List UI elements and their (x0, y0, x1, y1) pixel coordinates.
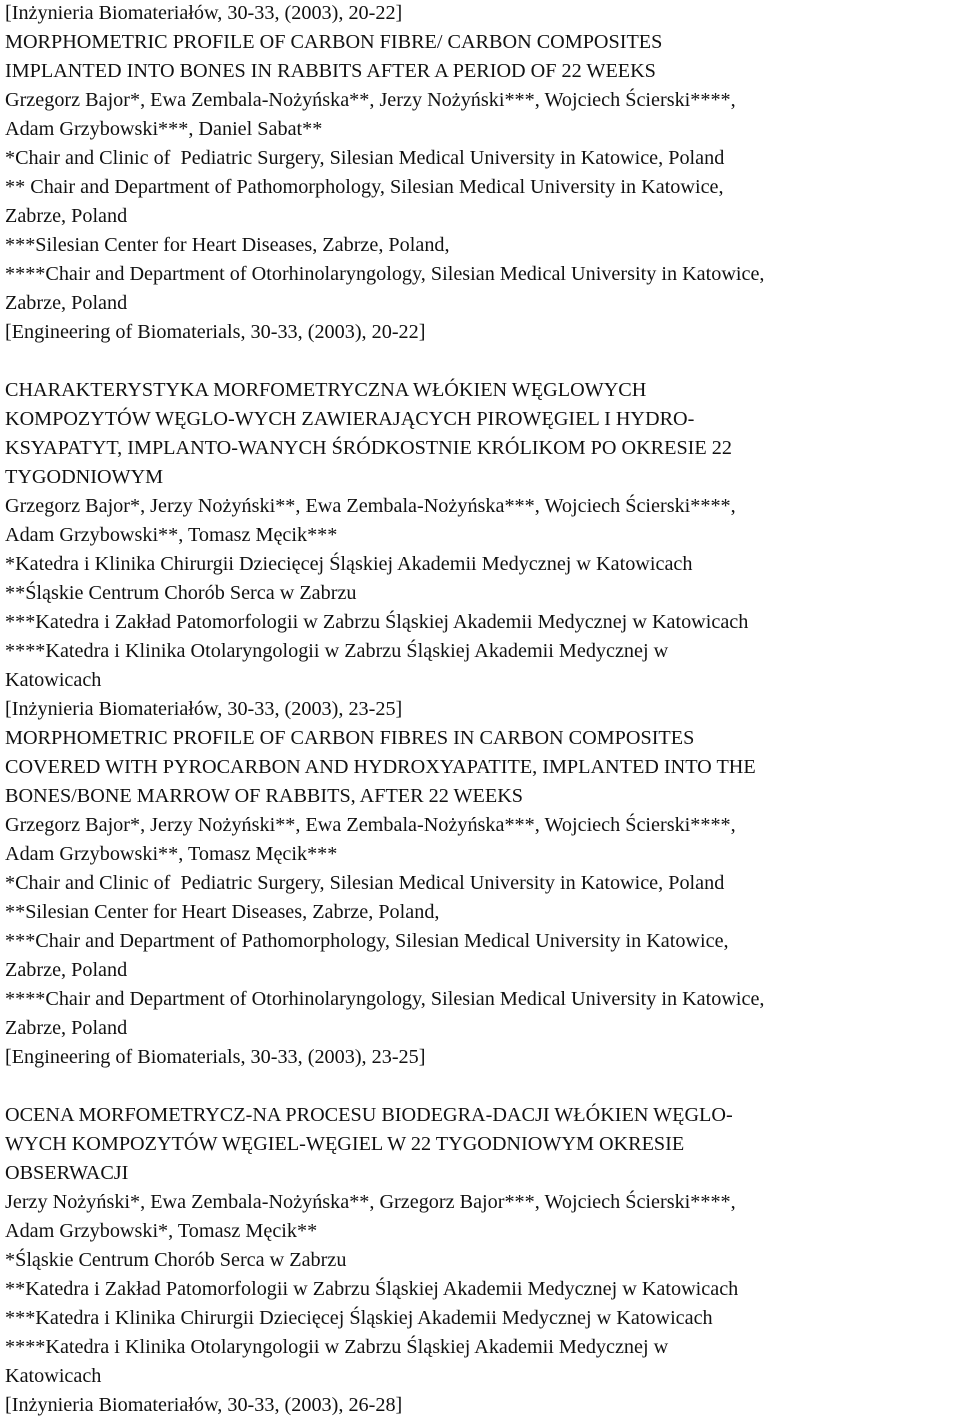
text-line: Zabrze, Poland (5, 292, 128, 314)
text-line: KOMPOZYTÓW WĘGLO-WYCH ZAWIERAJĄCYCH PIROWĘGIEL I HYDRO- (5, 408, 695, 430)
text-line: Katowicach (5, 1365, 102, 1387)
text-line: ***Silesian Center for Heart Diseases, Zabrze, Poland, (5, 234, 450, 256)
text-line: Adam Grzybowski**, Tomasz Męcik*** (5, 524, 338, 546)
text-line: WYCH KOMPOZYTÓW WĘGIEL-WĘGIEL W 22 TYGODNIOWYM OKRESIE (5, 1133, 685, 1155)
text-line: ****Chair and Department of Otorhinolaryngology, Silesian Medical University in Katowice, (5, 988, 765, 1010)
text-line: ***Katedra i Klinika Chirurgii Dziecięcej Śląskiej Akademii Medycznej w Katowicach (5, 1307, 713, 1329)
text-line: COVERED WITH PYROCARBON AND HYDROXYAPATITE, IMPLANTED INTO THE (5, 756, 756, 778)
text-line: ***Katedra i Zakład Patomorfologii w Zabrzu Śląskiej Akademii Medycznej w Katowicach (5, 611, 749, 633)
text-line: CHARAKTERYSTYKA MORFOMETRYCZNA WŁÓKIEN WĘGLOWYCH (5, 379, 647, 401)
text-line: *Chair and Clinic of Pediatric Surgery, Silesian Medical University in Katowice, Poland (5, 147, 725, 169)
text-line: MORPHOMETRIC PROFILE OF CARBON FIBRE/ CARBON COMPOSITES (5, 31, 663, 53)
text-line: *Śląskie Centrum Chorób Serca w Zabrzu (5, 1249, 347, 1271)
text-line: ****Chair and Department of Otorhinolaryngology, Silesian Medical University in Katowice, (5, 263, 765, 285)
blank-line (5, 1072, 960, 1101)
text-line: ***Chair and Department of Pathomorphology, Silesian Medical University in Katowice, (5, 930, 729, 952)
text-line: Zabrze, Poland (5, 959, 128, 981)
text-line: [Inżynieria Biomateriałów, 30-33, (2003), 20-22] (5, 2, 403, 24)
text-line: [Engineering of Biomaterials, 30-33, (2003), 20-22] (5, 321, 426, 343)
text-line: Zabrze, Poland (5, 205, 128, 227)
text-line: [Inżynieria Biomateriałów, 30-33, (2003), 23-25] (5, 698, 403, 720)
text-line: Zabrze, Poland (5, 1017, 128, 1039)
text-line: **Silesian Center for Heart Diseases, Zabrze, Poland, (5, 901, 440, 923)
text-line: ****Katedra i Klinika Otolaryngologii w Zabrzu Śląskiej Akademii Medycznej w (5, 1336, 669, 1358)
text-line: KSYAPATYT, IMPLANTO-WANYCH ŚRÓDKOSTNIE KRÓLIKOM PO OKRESIE 22 (5, 437, 732, 459)
text-line: Adam Grzybowski***, Daniel Sabat** (5, 118, 323, 140)
text-line: ** Chair and Department of Pathomorphology, Silesian Medical University in Katowice, (5, 176, 724, 198)
blank-line (5, 347, 960, 376)
text-line: IMPLANTED INTO BONES IN RABBITS AFTER A PERIOD OF 22 WEEKS (5, 60, 656, 82)
text-line: Grzegorz Bajor*, Ewa Zembala-Nożyńska**, Jerzy Nożyński***, Wojciech Ścierski****, (5, 89, 736, 111)
text-line: TYGODNIOWYM (5, 466, 164, 488)
text-line: OBSERWACJI (5, 1162, 129, 1184)
text-line: OCENA MORFOMETRYCZ-NA PROCESU BIODEGRA-DACJI WŁÓKIEN WĘGLO- (5, 1104, 733, 1126)
text-line: *Chair and Clinic of Pediatric Surgery, Silesian Medical University in Katowice, Poland (5, 872, 725, 894)
text-line: *Katedra i Klinika Chirurgii Dziecięcej Śląskiej Akademii Medycznej w Katowicach (5, 553, 693, 575)
text-line: MORPHOMETRIC PROFILE OF CARBON FIBRES IN CARBON COMPOSITES (5, 727, 695, 749)
text-line: ****Katedra i Klinika Otolaryngologii w Zabrzu Śląskiej Akademii Medycznej w (5, 640, 669, 662)
text-line: BONES/BONE MARROW OF RABBITS, AFTER 22 WEEKS (5, 785, 524, 807)
text-line: Jerzy Nożyński*, Ewa Zembala-Nożyńska**, Grzegorz Bajor***, Wojciech Ścierski****, (5, 1191, 736, 1213)
text-line: [Engineering of Biomaterials, 30-33, (2003), 23-25] (5, 1046, 426, 1068)
text-line: **Śląskie Centrum Chorób Serca w Zabrzu (5, 582, 357, 604)
text-line: Adam Grzybowski*, Tomasz Męcik** (5, 1220, 318, 1242)
text-line: **Katedra i Zakład Patomorfologii w Zabrzu Śląskiej Akademii Medycznej w Katowicach (5, 1278, 739, 1300)
text-line: Katowicach (5, 669, 102, 691)
text-line: [Inżynieria Biomateriałów, 30-33, (2003), 26-28] (5, 1394, 403, 1416)
text-line: Grzegorz Bajor*, Jerzy Nożyński**, Ewa Zembala-Nożyńska***, Wojciech Ścierski****, (5, 495, 736, 517)
text-line: Adam Grzybowski**, Tomasz Męcik*** (5, 843, 338, 865)
text-line: Grzegorz Bajor*, Jerzy Nożyński**, Ewa Zembala-Nożyńska***, Wojciech Ścierski****, (5, 814, 736, 836)
